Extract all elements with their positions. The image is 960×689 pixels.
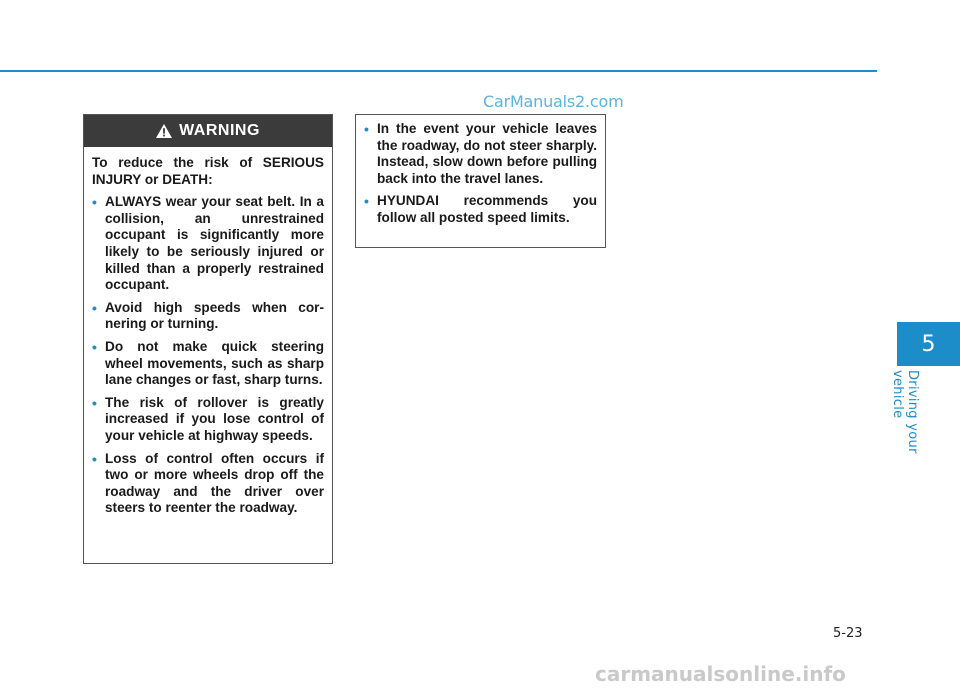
- list-item: • Avoid high speeds when cor-nering or turning.: [92, 299, 324, 332]
- chapter-title: Driving your vehicle: [890, 370, 920, 454]
- header-watermark[interactable]: CarManuals2.com: [483, 92, 624, 111]
- top-rule: [0, 70, 877, 72]
- warning-content: [84, 147, 332, 517]
- warning-continued-box: [355, 114, 606, 248]
- list-item: • Do not make quick steering wheel movements, such as sharp lane changes or fast, sharp turns.: [92, 338, 324, 388]
- bullet-icon: •: [92, 338, 97, 355]
- continued-content: [356, 115, 605, 227]
- warning-intro: To reduce the risk of SERIOUS INJURY or DEATH:: [92, 155, 324, 187]
- list-item: • The risk of rollover is greatly increased if you lose control of your vehicle at highway speeds.: [92, 394, 324, 443]
- warning-box: [83, 114, 333, 564]
- footer-watermark[interactable]: carmanualsonline.info: [595, 662, 846, 686]
- warning-triangle-icon: [156, 124, 172, 138]
- warning-title: WARNING: [179, 122, 260, 139]
- page-number: 5-23: [833, 626, 863, 641]
- bullet-icon: •: [364, 121, 369, 137]
- bullet-icon: •: [92, 194, 97, 211]
- list-item: • ALWAYS wear your seat belt. In a collision, an unrestrained occupant is significantly more likely to be seriously injured or killed than a properly restrained occupant.: [92, 194, 324, 293]
- warning-header: [84, 115, 332, 147]
- continued-list: [364, 121, 597, 227]
- bullet-icon: •: [92, 394, 97, 411]
- chapter-number-tab: 5: [897, 322, 960, 366]
- bullet-icon: •: [92, 299, 97, 316]
- warning-list: [92, 194, 324, 517]
- list-item: • HYUNDAI recommends you follow all posted speed limits.: [364, 193, 597, 225]
- bullet-icon: •: [364, 193, 369, 210]
- list-item: • In the event your vehicle leaves the roadway, do not steer sharply. Instead, slow down before pulling back into the travel lanes.: [364, 121, 597, 186]
- bullet-icon: •: [92, 450, 97, 467]
- list-item: • Loss of control often occurs if two or more wheels drop off the roadway and the driver over steers to reenter the roadway.: [92, 450, 324, 516]
